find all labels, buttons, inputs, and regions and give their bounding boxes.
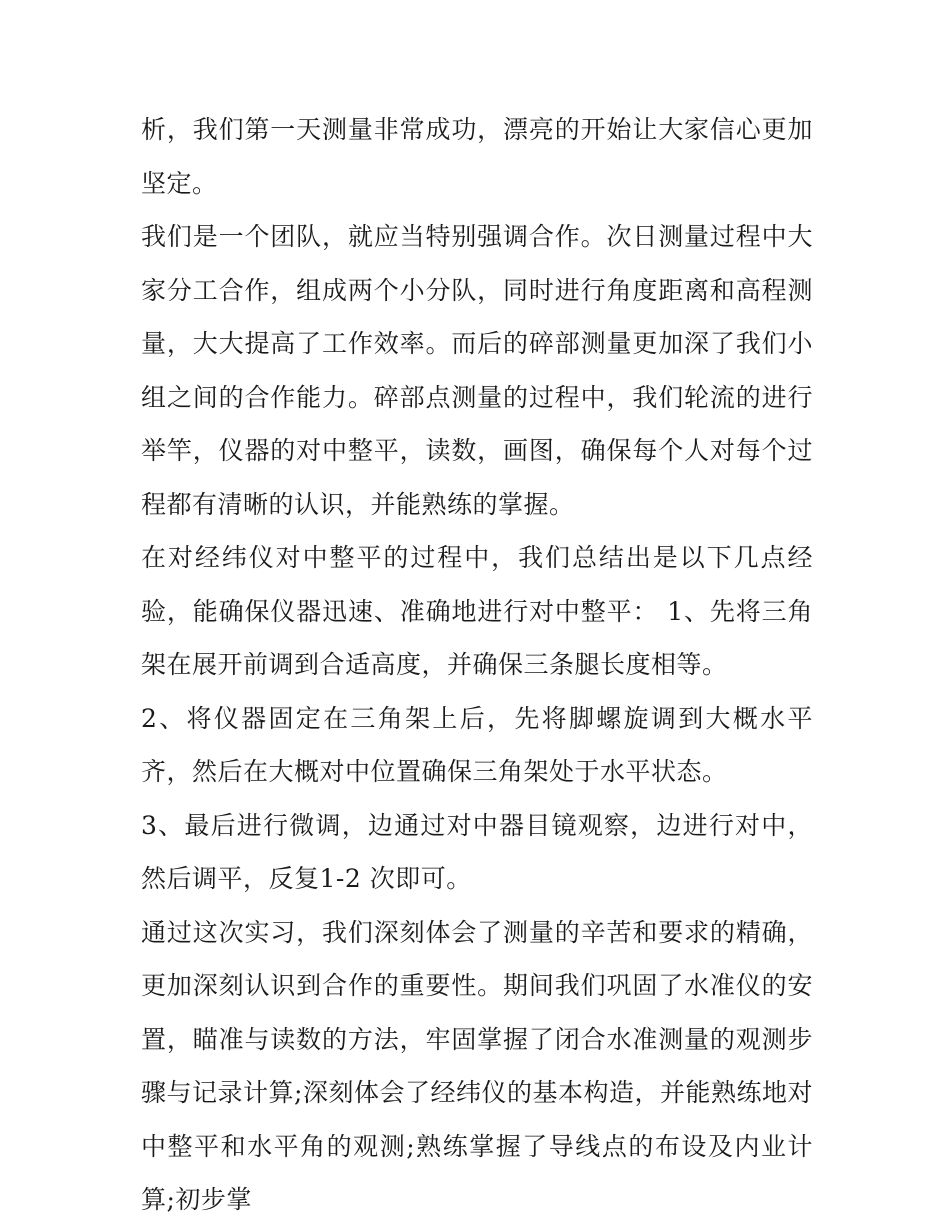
paragraph-3: 在对经纬仪对中整平的过程中，我们总结出是以下几点经验，能确保仪器迅速、准确地进行对中整平： 1、先将三角架在展开前调到合适高度，并确保三条腿长度相等。 [141,543,813,679]
paragraph-6: 通过这次实习，我们深刻体会了测量的辛苦和要求的精确，更加深刻认识到合作的重要性。期间我们巩固了水准仪的安置，瞄准与读数的方法，牢固掌握了闭合水准测量的观测步骤与记录计算;深刻体会了经纬仪的基本构造，并能熟练地对中整平和水平角的观测;熟练掌握了导线点的布设及内业计算;初步掌 [141,917,813,1214]
paragraph-1: 析，我们第一天测量非常成功，漂亮的开始让大家信心更加坚定。 [141,115,813,198]
paragraph-5: 3、最后进行微调，边通过对中器目镜观察，边进行对中，然后调平，反复1-2 次即可。 [141,810,813,893]
paragraph-4: 2、将仪器固定在三角架上后，先将脚螺旋调到大概水平齐，然后在大概对中位置确保三角架处于水平状态。 [141,703,813,786]
paragraph-2: 我们是一个团队，就应当特别强调合作。次日测量过程中大家分工合作，组成两个小分队，同时进行角度距离和高程测量，大大提高了工作效率。而后的碎部测量更加深了我们小组之间的合作能力。碎部点测量的过程中，我们轮流的进行举竿，仪器的对中整平，读数，画图，确保每个人对每个过程都有清晰的认识，并能熟练的掌握。 [141,222,813,519]
document-body [141,103,813,1227]
